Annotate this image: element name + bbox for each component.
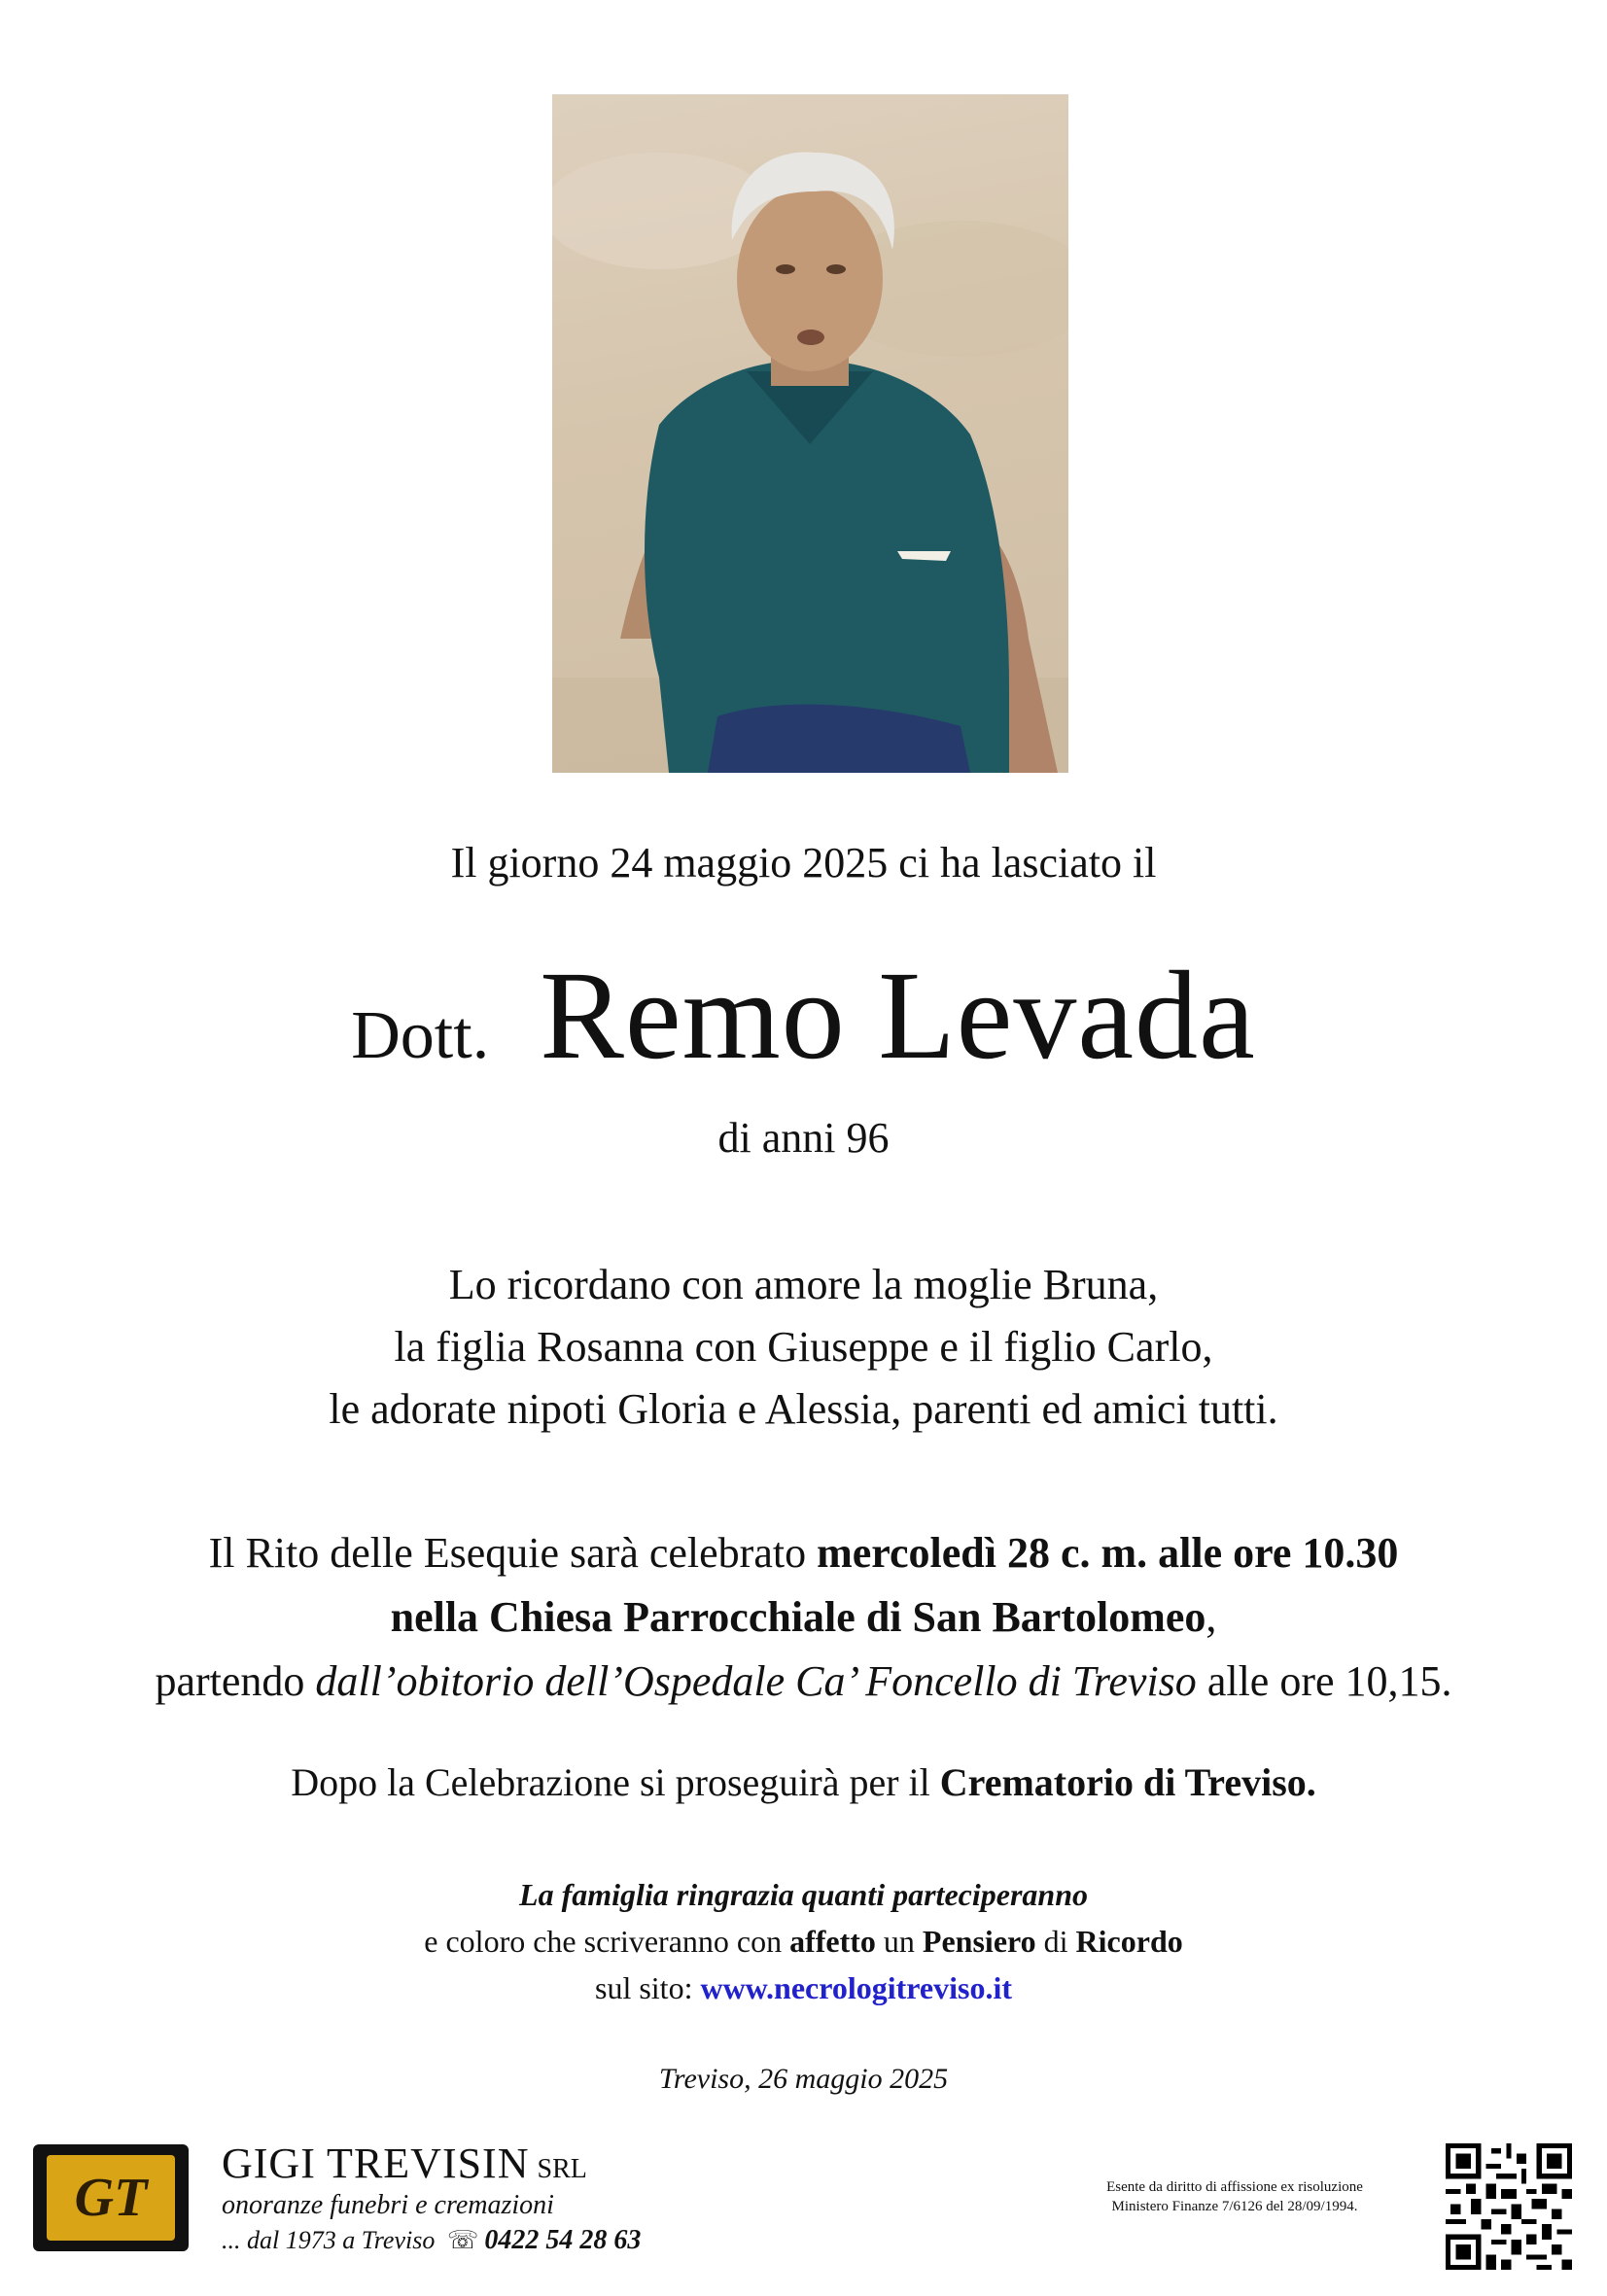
rite-text: partendo [155, 1657, 316, 1705]
thanks-block [0, 1871, 1607, 2011]
intro-text: Il giorno 24 maggio 2025 ci ha lasciato il [450, 839, 1157, 887]
portrait-photo [552, 94, 1068, 773]
rite-departure-place: dall’obitorio dell’Ospedale Ca’ Foncello di Treviso [315, 1657, 1197, 1705]
after-text: Dopo la Celebrazione si proseguirà per il [291, 1760, 940, 1804]
qr-code [1446, 2143, 1572, 2270]
thanks-text: un [875, 1924, 923, 1959]
exemption-line: Ministero Finanze 7/6126 del 28/09/1994. [1111, 2199, 1358, 2214]
thanks-line-3 [0, 1965, 1607, 2011]
after-celebration [0, 1759, 1607, 1805]
rite-text: Il Rito delle Esequie sarà celebrato [208, 1529, 818, 1577]
company-contact [222, 2225, 641, 2256]
rite-line-1 [0, 1521, 1607, 1585]
remembrance-line: Lo ricordano con amore la moglie Bruna, [448, 1261, 1159, 1308]
company-info [222, 2139, 641, 2256]
name-line [0, 943, 1607, 1089]
company-suffix: SRL [537, 2154, 587, 2184]
thanks-text: di [1035, 1924, 1076, 1959]
rite-line-3 [0, 1650, 1607, 1714]
tax-exemption-note [1089, 2177, 1380, 2216]
thanks-bold: Pensiero [922, 1924, 1036, 1959]
company-name: GIGI TREVISIN [222, 2139, 530, 2187]
thanks-bold: affetto [789, 1924, 876, 1959]
remembrance-line: la figlia Rosanna con Giuseppe e il figlio Carlo, [394, 1323, 1213, 1371]
thanks-headline-text: La famiglia ringrazia quanti parteciperanno [519, 1877, 1088, 1912]
company-logo-mark: GT [47, 2155, 175, 2241]
website-link[interactable]: www.necrologitreviso.it [700, 1970, 1012, 2005]
rite-block [0, 1521, 1607, 1714]
thanks-text: sul sito: [594, 1970, 701, 2005]
age-text: di anni 96 [717, 1114, 890, 1162]
title-prefix: Dott. [351, 998, 490, 1073]
phone-icon: ☏ [446, 2226, 479, 2254]
rite-datetime: mercoledì 28 c. m. alle ore 10.30 [817, 1529, 1399, 1577]
deceased-name: Remo Levada [540, 946, 1256, 1086]
company-since: ... dal 1973 a Treviso [222, 2226, 436, 2254]
remembrance-line: le adorate nipoti Gloria e Alessia, parenti ed amici tutti. [329, 1385, 1278, 1433]
rite-text: alle ore 10,15. [1196, 1657, 1452, 1705]
crematorium: Crematorio di Treviso. [939, 1760, 1316, 1804]
company-phone: 0422 54 28 63 [484, 2225, 642, 2255]
thanks-text: e coloro che scriveranno con [424, 1924, 790, 1959]
thanks-line-2 [0, 1918, 1607, 1965]
rite-line-2 [0, 1585, 1607, 1650]
remembrance-block [0, 1254, 1607, 1441]
thanks-bold: Ricordo [1075, 1924, 1183, 1959]
exemption-line: Esente da diritto di affissione ex risoluzione [1106, 2179, 1363, 2195]
place-date: Treviso, 26 maggio 2025 [658, 2063, 949, 2095]
portrait-illustration [552, 94, 1068, 773]
rite-text: , [1205, 1593, 1217, 1641]
thanks-headline [0, 1871, 1607, 1918]
company-logo [33, 2144, 189, 2251]
company-tagline: onoranze funebri e cremazioni [222, 2190, 554, 2220]
rite-church: nella Chiesa Parrocchiale di San Bartolomeo [390, 1593, 1206, 1641]
